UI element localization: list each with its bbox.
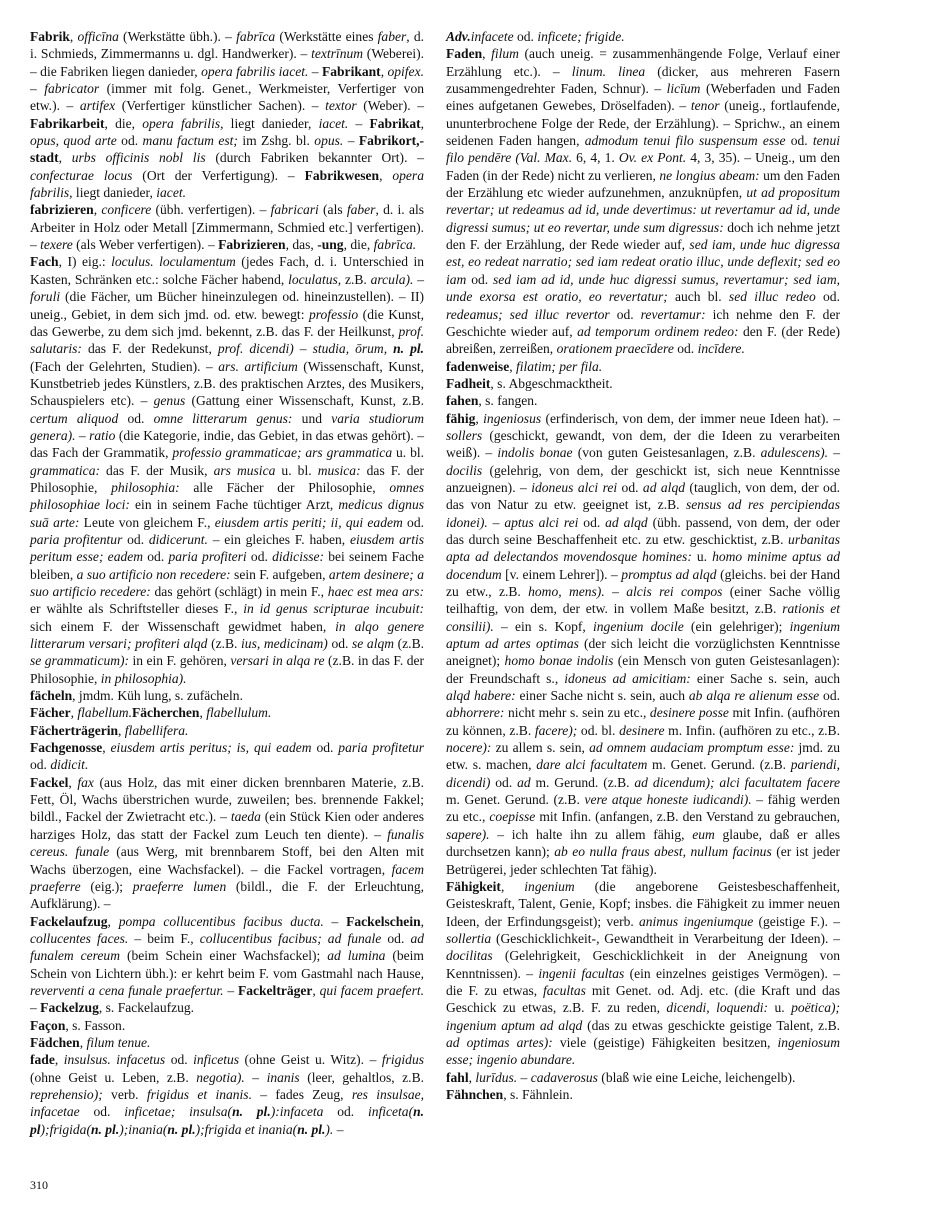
dictionary-entry: Fackelaufzug, pompa collucentibus facibus ducta. – Fackelschein, collucentes faces. – beim F., collucentibus facibus; ad funale od. ad funalem cereum (beim Schein einer Wachsfackel); ad lumina (beim Schein von Lichtern übh.): er kehrt beim F. vom Gastmahl nach Hause, reverventi a cena funale praefertur. – Fackelträger, qui facem praefert. – Fackelzug, s. Fackelaufzug. — [30, 913, 425, 1016]
left-column — [30, 28, 424, 1138]
right-column — [446, 28, 840, 1103]
dictionary-entry: Fähnchen, s. Fähnlein. — [446, 1086, 573, 1102]
dictionary-entry: Fackel, fax (aus Holz, das mit einer dicken brennbaren Materie, z.B. Fett, Öl, Wachs überstrichen wurde, zuweilen; bes. brennende Fakkel; bildl., Fackel der Zwietracht etc.). – taeda (ein Stück Kien oder anderes harziges Holz, das statt der Fackel zum Leuch ten diente). – funalis cereus. funale (aus Werg, mit brennbarem Stoff, bei den Alten mit Wachs überzogen, eine Wachsfackel). – die Fackel vortragen, facem praeferre (eig.); praeferre lumen (bildl., die F. der Erleuchtung, Aufklärung). – — [30, 774, 425, 912]
dictionary-entry: fahen, s. fangen. — [446, 393, 538, 409]
dictionary-entry: Fädchen, filum tenue. — [30, 1034, 151, 1050]
dictionary-entry: Fach, I) eig.: loculus. loculamentum (jedes Fach, d. i. Unterschied in Kasten, Schränken etc.: solche Fächer habend, loculatus, z.B. arcula). – foruli (die Fächer, um Bücher hineinzulegen od. hineinzustellen). – II) uneig., Gebiet, in dem sich jmd. od. etw. bewegt: professio (die Kunst, das Gewerbe, zu dem sich jmd. bekennt, z.B. das F. der Heilkunst, prof. salutaris: das F. der Redekunst, prof. dicendi) – studia, ōrum, n. pl. (Fach der Gelehrten, Studien). – ars. artificium (Wissenschaft, Kunst, Kunstbetrieb jedes Künstlers, z.B. des praktischen Arztes, des Musikers, Schauspielers etc). – genus (Gattung einer Wissenschaft, Kunst, z.B. certum aliquod od. omne litterarum genus: und varia studiorum genera). – ratio (die Kategorie, indie, das Gebiet, in das etwas gehört). – das Fach der Grammatik, professio grammaticae; ars grammatica u. bl. grammatica: das F. der Musik, ars musica u. bl. musica: das F. der Philosophie, philosophia: alle Fächer der Philosophie, omnes philosophiae loci: ein in seinem Fache tüchtiger Arzt, medicus dignus suā arte: Leute von gleichem F., eiusdem artis periti; ii, qui eadem od. paria profitentur od. didicerunt. – ein gleiches F. haben, eiusdem artis peritum esse; eadem od. paria profiteri od. didicisse: bei seinem Fache bleiben, a suo artificio non recedere: sein F. aufgeben, artem desinere; a suo artificio recedere: das gehört (schlägt) in mein F., haec est mea ars: er wählte als Schriftsteller dieses F., in id genus scripturae incubuit: sich einem F. der Wissenschaft gewidmet haben, in alqo genere litterarum versari; profiteri alqd (z.B. ius, medicinam) od. se alqm (z.B. se grammaticum): in ein F. gehören, versari in alqa re (z.B. in das F. der Philosophie, in philosophia). — [30, 254, 425, 686]
dictionary-entry: Faden, filum (auch uneig. = zusammenhängende Folge, Verlauf einer Erzählung etc.). – linum. linea (dicker, aus mehreren Fasern zusammengedrehter Faden, Schnur). – licīum (Weberfaden und Faden eines aufgetanen Gewebes, Dröselfaden). – tenor (uneig., fortlaufende, ununterbrochene Folge der Rede, der Erzählung). – Sprichw., an einem seidenen Faden hangen, admodum tenui filo suspensum esse od. tenui filo pendēre (Val. Max. 6, 4, 1. Ov. ex Pont. 4, 3, 35). – Uneig., um den Faden (in der Rede) nicht zu verlieren, ne longius abeam: um den Faden der Erzählung etc wieder aufzunehmen, anzuknüpfen, ut ad propositum revertar; ut redeamus ad id, unde devertimus: ut revertamur ad id, unde digressi sumus; ut eo revertar, unde sum digressus: doch ich nehme jetzt den F. der Erzählung, der Rede wieder auf, sed iam, unde huc digressa est, eo redeat narratio; sed iam redeat oratio illuc, unde deflexit; sed eo iam od. sed iam ad id, unde huc digressi sumus, revertamur; sed iam, unde exorsa est oratio, eo revertatur; auch bl. sed illuc redeo od. redeamus; sed illuc revertor od. revertamur: ich nehme den F. der Geschichte wieder auf, ad temporum ordinem redeo: den F. (der Rede) abreißen, zerreißen, orationem praecīdere od. incīdere. — [446, 46, 841, 357]
dictionary-entry: fadenweise, filatim; per fila. — [446, 358, 603, 374]
dictionary-entry: Fächerträgerin, flabellifera. — [30, 722, 189, 738]
dictionary-entry: Fähigkeit, ingenium (die angeborene Geistesbeschaffenheit, Geisteskraft, Talent, Genie, Kopf; insbes. die Fähigkeit zu immer neuen Ideen, der Erfindungsgeist); verb. animus ingeniumque (geistige F.). – sollertia (Geschicklichkeit-, Gewandtheit in Verarbeitung der Ideen). – docilitas (Gelehrigkeit, Geschicklichkeit in der Aneignung von Kenntnissen). – ingenii facultas (ein einzelnes geistiges Vermögen). – die F. zu etwas, facultas mit Genet. od. Adj. etc. (die Kraft und das Geschick zu etwas, z.B. F. zu reden, dicendi, loquendi: u. poëtica); ingenium aptum ad alqd (das zu etwas geschickte geistige Talent, z.B. ad optimas artes): viele (geistige) Fähigkeiten besitzen, ingeniosum esse; ingenio abundare. — [446, 878, 841, 1068]
dictionary-entry: fächeln, jmdm. Küh lung, s. zufächeln. — [30, 688, 243, 704]
dictionary-entry: Façon, s. Fasson. — [30, 1017, 126, 1033]
dictionary-entry: Fadheit, s. Abgeschmacktheit. — [446, 375, 613, 391]
dictionary-entry: fähig, ingeniosus (erfinderisch, von dem, der immer neue Ideen hat). – sollers (geschickt, gewandt, von dem, der die Ideen zu verarbeiten weiß). – indolis bonae (von guten Geistesanlagen, z.B. adulescens). – docilis (gelehrig, von dem, der geschickt ist, sich neue Kenntnisse anzueignen). – idoneus alci rei od. ad alqd (tauglich, von dem, der od. das von Natur zu etw. geeignet ist, z.B. sensus ad res percipiendas idonei). – aptus alci rei od. ad alqd (übh. passend, von dem, der oder das durch seine Beschaffenheit etc. zu etw. geschicktist, z.B. urbanitas apta ad delectandos movendosque homines: u. homo minime aptus ad docendum [v. einem Lehrer]). – promptus ad alqd (gleichs. bei der Hand zu etw., z.B. homo, mens). – alcis rei compos (einer Sache völlig teilhaftig, von dem, der etw. in vollem Maße besitzt, z.B. rationis et consilii). – ein s. Kopf, ingenium docile (ein gelehriger); ingenium aptum ad artes optimas (der sich leicht die vorzüglichsten Kenntnisse aneignet); homo bonae indolis (ein Mensch von guten Geistesanlagen): der Freundschaft s., idoneus ad amicitiam: einer Sache s. sein, auch alqd habere: einer Sache nicht s. sein, auch ab alqa re alienum esse od. abhorrere: nicht mehr s. sein zu etc., desinere posse mit Infin. (aufhören zu können, z.B. facere); od. bl. desinere m. Infin. (aufhören zu etc., z.B. nocere): zu allem s. sein, ad omnem audaciam promptum esse: jmd. zu etw. s. machen, dare alci facultatem m. Genet. Gerund. (z.B. pariendi, dicendi) od. ad m. Gerund. (z.B. ad dicendum); alci facultatem facere m. Genet. Gerund. (z.B. vere atque honeste iudicandi). – fähig werden zu etc., coepisse mit Infin. (anfangen, z.B. den Verstand zu gebrauchen, sapere). – ich halte ihn zu allem fähig, eum glaube, daß er alles durchsetzen kann); ab eo nulla fraus abest, nullum facinus (er ist jeder Betrügerei, jeder schlechten Tat fähig). — [446, 410, 841, 877]
dictionary-entry: fade, insulsus. infacetus od. inficetus (ohne Geist u. Witz). – frigidus (ohne Geist u. Leben, z.B. negotia). – inanis (leer, gehaltlos, z.B. reprehensio); verb. frigidus et inanis. – fades Zeug, res insulsae, infacetae od. inficetae; insulsa(n. pl.):infaceta od. inficeta(n. pl);frigida(n. pl.);inania(n. pl.);frigida et inania(n. pl.). – — [30, 1052, 425, 1137]
dictionary-entry: fabrizieren, conficere (übh. verfertigen). – fabricari (als faber, d. i. als Arbeiter in Holz oder Metall [Zimmermann, Schmied etc.] verfertigen). – texere (als Weber verfertigen). – Fabrizieren, das, -ung, die, fabrīca. — [30, 202, 424, 253]
dictionary-entry: Fabrik, officīna (Werkstätte übh.). – fabrīca (Werkstätte eines faber, d. i. Schmieds, Zimmermanns u. dgl. Handwerker). – textrīnum (Weberei). – die Fabriken liegen danieder, opera fabrilis iacet. – Fabrikant, opifex. – fabricator (immer mit folg. Genet., Werkmeister, Verfertiger von etw.). – artifex (Verfertiger künstlicher Sachen). – textor (Weber). – Fabrikarbeit, die, opera fabrilis, liegt danieder, iacet. – Fabrikat, opus, quod arte od. manu factum est; im Zshg. bl. opus. – Fabrikort,-stadt, urbs officinis nobl lis (durch Fabriken bekannter Ort). – confecturae locus (Ort der Verfertigung). – Fabrikwesen, opera fabrilis, liegt danieder, iacet. — [30, 29, 425, 201]
dictionary-entry: fahl, lurīdus. – cadaverosus (blaß wie eine Leiche, leichengelb). — [446, 1069, 796, 1085]
dictionary-entry: Adv.infacete od. inficete; frigide. — [446, 29, 625, 44]
page-number: 310 — [30, 1178, 48, 1192]
dictionary-entry: Fächer, flabellum.Fächerchen, flabellulum. — [30, 705, 272, 721]
dictionary-entry: Fachgenosse, eiusdem artis peritus; is, qui eadem od. paria profitetur od. didicit. — [30, 740, 424, 773]
